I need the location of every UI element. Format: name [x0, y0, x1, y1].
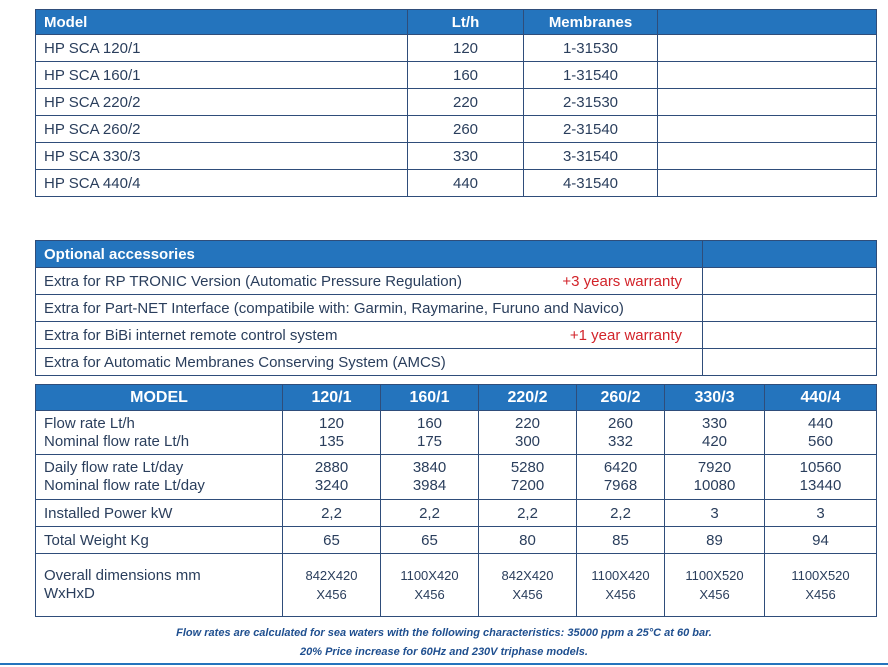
accessory-blank	[703, 322, 877, 349]
table-row	[36, 116, 877, 143]
accessory-row	[36, 349, 877, 376]
table-row	[36, 35, 877, 62]
label-line: Daily flow rate Lt/day	[44, 459, 184, 476]
value-line: 175	[416, 432, 443, 450]
model-blank	[658, 35, 877, 62]
value-line: 330	[701, 414, 728, 432]
model-membranes: 2-31530	[524, 89, 658, 116]
spec-cell	[381, 411, 479, 455]
header-lth: Lt/h	[408, 10, 524, 35]
accessory-cell	[36, 349, 703, 376]
models-table	[35, 9, 877, 197]
table-row	[36, 143, 877, 170]
accessories-header-blank	[703, 241, 877, 268]
spec-cell: 2,2	[479, 500, 577, 527]
accessory-blank	[703, 295, 877, 322]
accessories-header	[36, 241, 877, 268]
spec-cell: 2,2	[577, 500, 665, 527]
value-line: 842X420	[501, 568, 554, 583]
label-line: Overall dimensions mm	[44, 567, 201, 584]
weight-label: Total Weight Kg	[36, 527, 283, 554]
spec-cell: 94	[765, 527, 877, 554]
power-row	[36, 500, 877, 527]
spec-cell	[577, 554, 665, 617]
value-line: 6420	[603, 459, 638, 476]
spec-cell	[381, 455, 479, 500]
accessory-blank	[703, 349, 877, 376]
spec-cell	[665, 455, 765, 500]
model-membranes: 1-31530	[524, 35, 658, 62]
value-line: 10080	[693, 477, 736, 494]
model-lth: 120	[408, 35, 524, 62]
accessory-text: Extra for BiBi internet remote control system	[44, 326, 338, 344]
model-name: HP SCA 160/1	[36, 62, 408, 89]
value-line: X456	[605, 587, 636, 602]
daily-flow-row	[36, 455, 877, 500]
header-blank	[658, 10, 877, 35]
spec-cell	[665, 554, 765, 617]
warranty-badge: +3 years warranty	[562, 272, 682, 290]
model-lth: 220	[408, 89, 524, 116]
spec-cell: 2,2	[283, 500, 381, 527]
model-blank	[658, 170, 877, 197]
value-line: 2880	[314, 459, 349, 476]
spec-cell	[765, 455, 877, 500]
specs-header-col: 120/1	[283, 385, 381, 411]
value-line: 842X420	[305, 568, 358, 583]
power-label: Installed Power kW	[36, 500, 283, 527]
model-blank	[658, 89, 877, 116]
value-line: 1100X420	[400, 568, 459, 583]
accessories-title: Optional accessories	[36, 241, 703, 268]
value-line: 332	[607, 432, 634, 450]
spec-cell	[577, 455, 665, 500]
spec-cell: 3	[665, 500, 765, 527]
value-line: 560	[807, 432, 834, 450]
models-table-header	[36, 10, 877, 35]
value-line: 10560	[799, 459, 842, 476]
specs-header-col: 440/4	[765, 385, 877, 411]
specs-header	[36, 385, 877, 411]
spec-cell	[479, 411, 577, 455]
accessory-text: Extra for Automatic Membranes Conserving System (AMCS)	[44, 353, 446, 371]
accessory-text: Extra for Part-NET Interface (compatibile with: Garmin, Raymarine, Furuno and Navico)	[44, 299, 624, 317]
accessory-blank	[703, 268, 877, 295]
accessory-cell	[36, 322, 703, 349]
model-lth: 440	[408, 170, 524, 197]
specs-header-model: MODEL	[36, 385, 283, 411]
dimensions-label	[36, 554, 283, 617]
spec-cell: 3	[765, 500, 877, 527]
value-line: 3240	[314, 477, 349, 494]
specs-table	[35, 384, 877, 617]
model-membranes: 4-31540	[524, 170, 658, 197]
value-line: 135	[318, 432, 345, 450]
spec-cell: 65	[381, 527, 479, 554]
spec-cell	[765, 554, 877, 617]
model-membranes: 1-31540	[524, 62, 658, 89]
spec-cell	[283, 455, 381, 500]
header-membranes: Membranes	[524, 10, 658, 35]
model-name: HP SCA 330/3	[36, 143, 408, 170]
label-line: Nominal flow rate Lt/h	[44, 432, 190, 450]
model-membranes: 3-31540	[524, 143, 658, 170]
bottom-divider	[0, 663, 888, 665]
spec-cell: 85	[577, 527, 665, 554]
value-line: X456	[414, 587, 445, 602]
model-name: HP SCA 440/4	[36, 170, 408, 197]
spec-cell	[765, 411, 877, 455]
value-line: 7968	[603, 477, 638, 494]
model-lth: 160	[408, 62, 524, 89]
spec-cell: 65	[283, 527, 381, 554]
table-row	[36, 62, 877, 89]
model-lth: 260	[408, 116, 524, 143]
value-line: 1100X520	[685, 568, 744, 583]
value-line: 120	[318, 414, 345, 432]
spec-cell	[577, 411, 665, 455]
value-line: 7920	[697, 459, 732, 476]
flow-rate-row	[36, 411, 877, 455]
accessory-row	[36, 322, 877, 349]
spec-cell	[283, 411, 381, 455]
value-line: X456	[316, 587, 347, 602]
value-line: 220	[514, 414, 541, 432]
specs-header-col: 220/2	[479, 385, 577, 411]
label-line: Nominal flow rate Lt/day	[44, 477, 205, 494]
accessory-text: Extra for RP TRONIC Version (Automatic Pressure Regulation)	[44, 272, 462, 290]
accessory-row	[36, 268, 877, 295]
model-membranes: 2-31540	[524, 116, 658, 143]
value-line: 5280	[510, 459, 545, 476]
daily-flow-label	[36, 455, 283, 500]
spec-cell: 80	[479, 527, 577, 554]
value-line: X456	[805, 587, 836, 602]
spec-cell	[283, 554, 381, 617]
specs-header-col: 260/2	[577, 385, 665, 411]
accessory-cell	[36, 268, 703, 295]
model-name: HP SCA 220/2	[36, 89, 408, 116]
spec-cell	[381, 554, 479, 617]
value-line: 300	[514, 432, 541, 450]
value-line: X456	[699, 587, 730, 602]
model-name: HP SCA 120/1	[36, 35, 408, 62]
value-line: 1100X420	[591, 568, 650, 583]
specs-header-col: 160/1	[381, 385, 479, 411]
model-blank	[658, 62, 877, 89]
value-line: X456	[512, 587, 543, 602]
value-line: 3840	[412, 459, 447, 476]
value-line: 440	[807, 414, 834, 432]
value-line: 7200	[510, 477, 545, 494]
table-row	[36, 170, 877, 197]
value-line: 13440	[799, 477, 842, 494]
model-lth: 330	[408, 143, 524, 170]
label-line: Flow rate Lt/h	[44, 414, 135, 432]
warranty-badge: +1 year warranty	[569, 326, 682, 344]
flow-rate-label	[36, 411, 283, 455]
accessory-row	[36, 295, 877, 322]
spec-cell: 89	[665, 527, 765, 554]
header-model: Model	[36, 10, 408, 35]
model-blank	[658, 116, 877, 143]
accessories-table	[35, 240, 877, 376]
footnote-flow-rates: Flow rates are calculated for sea waters with the following characteristics: 35000 ppm a 25°C at 60 bar.	[176, 627, 712, 639]
spec-cell: 2,2	[381, 500, 479, 527]
accessory-cell	[36, 295, 703, 322]
value-line: 3984	[412, 477, 447, 494]
dimensions-row	[36, 554, 877, 617]
footnote-price: 20% Price increase for 60Hz and 230V triphase models.	[300, 646, 588, 658]
value-line: 420	[701, 432, 728, 450]
value-line: 160	[416, 414, 443, 432]
label-line: WxHxD	[44, 585, 95, 602]
specs-header-col: 330/3	[665, 385, 765, 411]
spec-cell	[479, 554, 577, 617]
weight-row	[36, 527, 877, 554]
spec-cell	[479, 455, 577, 500]
model-name: HP SCA 260/2	[36, 116, 408, 143]
spec-cell	[665, 411, 765, 455]
model-blank	[658, 143, 877, 170]
table-row	[36, 89, 877, 116]
value-line: 260	[607, 414, 634, 432]
value-line: 1100X520	[791, 568, 850, 583]
